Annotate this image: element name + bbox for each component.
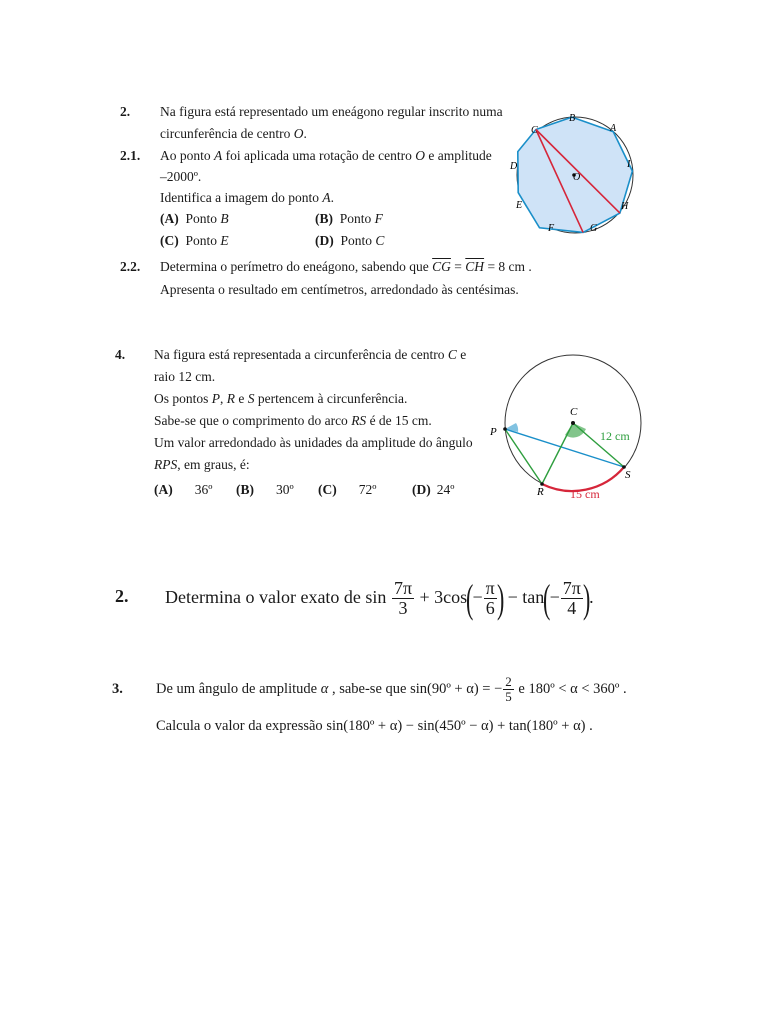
nonagon-label-b: B	[569, 113, 576, 124]
q4-line2: raio 12 cm.	[154, 369, 216, 384]
nonagon-label-h: H	[621, 201, 629, 212]
nonagon-label-i: I	[627, 159, 631, 170]
q4-option-c[interactable]: (C) 72º	[318, 482, 377, 497]
q21-option-b[interactable]: (B) Ponto F	[315, 211, 383, 226]
circle-figure	[485, 345, 655, 510]
arc-length-label: 15 cm	[570, 487, 600, 501]
q4-option-b[interactable]: (B) 30º	[236, 482, 294, 497]
q2b-cos: + 3cos	[415, 587, 468, 607]
q21-option-a[interactable]: (A) Ponto B	[160, 211, 229, 226]
q4-line4: Sabe-se que o comprimento do arco RS é de 15 cm.	[154, 413, 432, 428]
q21-option-d[interactable]: (D) Ponto C	[315, 233, 385, 248]
segment-pr	[505, 429, 542, 484]
q21-line2: –2000º.	[160, 169, 202, 184]
q22-line2: Apresenta o resultado em centímetros, arredondado às centésimas.	[160, 282, 519, 297]
q21-option-c[interactable]: (C) Ponto E	[160, 233, 229, 248]
q2b-lead: Determina o valor exato de	[165, 587, 366, 607]
q2-number: 2.	[120, 104, 131, 119]
q3-number: 3.	[112, 681, 123, 697]
q2b-tan: − tan	[503, 587, 545, 607]
q22-number: 2.2.	[120, 259, 141, 274]
q4-number: 4.	[115, 347, 126, 362]
nonagon-label-d: D	[510, 161, 518, 172]
q2b-fraction-1: $\frac{7\pi}{3}$	[393, 577, 413, 619]
q22-line1: Determina o perímetro do eneágono, sabendo que $\overline{CG} = \overline{CH} = 8$ cm .	[160, 259, 532, 274]
nonagon-figure	[505, 105, 645, 245]
circle-label-s: S	[625, 469, 631, 481]
q4-option-a[interactable]: (A) 36º	[154, 482, 213, 497]
nonagon-label-f: F	[548, 223, 555, 234]
nonagon-label-e: E	[516, 200, 523, 211]
nonagon-label-o: O	[573, 172, 581, 183]
segment-cr	[542, 423, 573, 484]
point-p	[503, 427, 507, 431]
q21-line3: Identifica a imagem do ponto A.	[160, 190, 334, 205]
q21-line1: Ao ponto A foi aplicada uma rotação de centro O e amplitude	[160, 148, 492, 163]
circle-label-p: P	[490, 426, 497, 438]
q3-line1: De um ângulo de amplitude α , sabe-se que sin(90º + α) = − $\frac{2}{5}$ e 180º < α < 360º .	[156, 673, 627, 705]
q3-line2: Calcula o valor da expressão sin(180º + α) − sin(450º − α) + tan(180º + α) .	[156, 718, 593, 734]
q3-fraction: $\frac{2}{5}$	[505, 673, 512, 705]
q4-line1: Na figura está representada a circunferência de centro C e	[154, 347, 467, 362]
circle-label-r: R	[537, 486, 544, 498]
nonagon-label-a: A	[610, 123, 617, 134]
q4-option-d[interactable]: (D) 24º	[412, 482, 455, 497]
q2-stem-line1: Na figura está representado um eneágono regular inscrito numa	[160, 104, 503, 119]
nonagon-label-c: C	[531, 125, 538, 136]
circle-label-c: C	[570, 406, 578, 418]
q2b-number: 2.	[115, 586, 129, 606]
q2-stem-line2: circunferência de centro O.	[160, 126, 307, 141]
nonagon-label-g: G	[590, 223, 598, 234]
q2b-fraction-2: $\frac{\pi}{6}$	[485, 577, 495, 619]
q4-line5: Um valor arredondado às unidades da amplitude do ângulo	[154, 435, 473, 450]
radius-label: 12 cm	[600, 429, 630, 443]
q4-line6: RPS, em graus, é:	[154, 457, 250, 472]
q2b-sin: sin	[365, 587, 387, 607]
q2b-fraction-3: $\frac{7\pi}{4}$	[562, 577, 581, 619]
q4-line3: Os pontos P, R e S pertencem à circunferência.	[154, 391, 408, 406]
q2b-statement: Determina o valor exato de sin $\frac{7\pi}{3}$ + 3cos(− $\frac{\pi}{6}$ ) − tan(− $\frac{7\pi}{4}$ ).	[165, 575, 594, 621]
q21-number: 2.1.	[120, 148, 141, 163]
center-point-c	[571, 421, 575, 425]
